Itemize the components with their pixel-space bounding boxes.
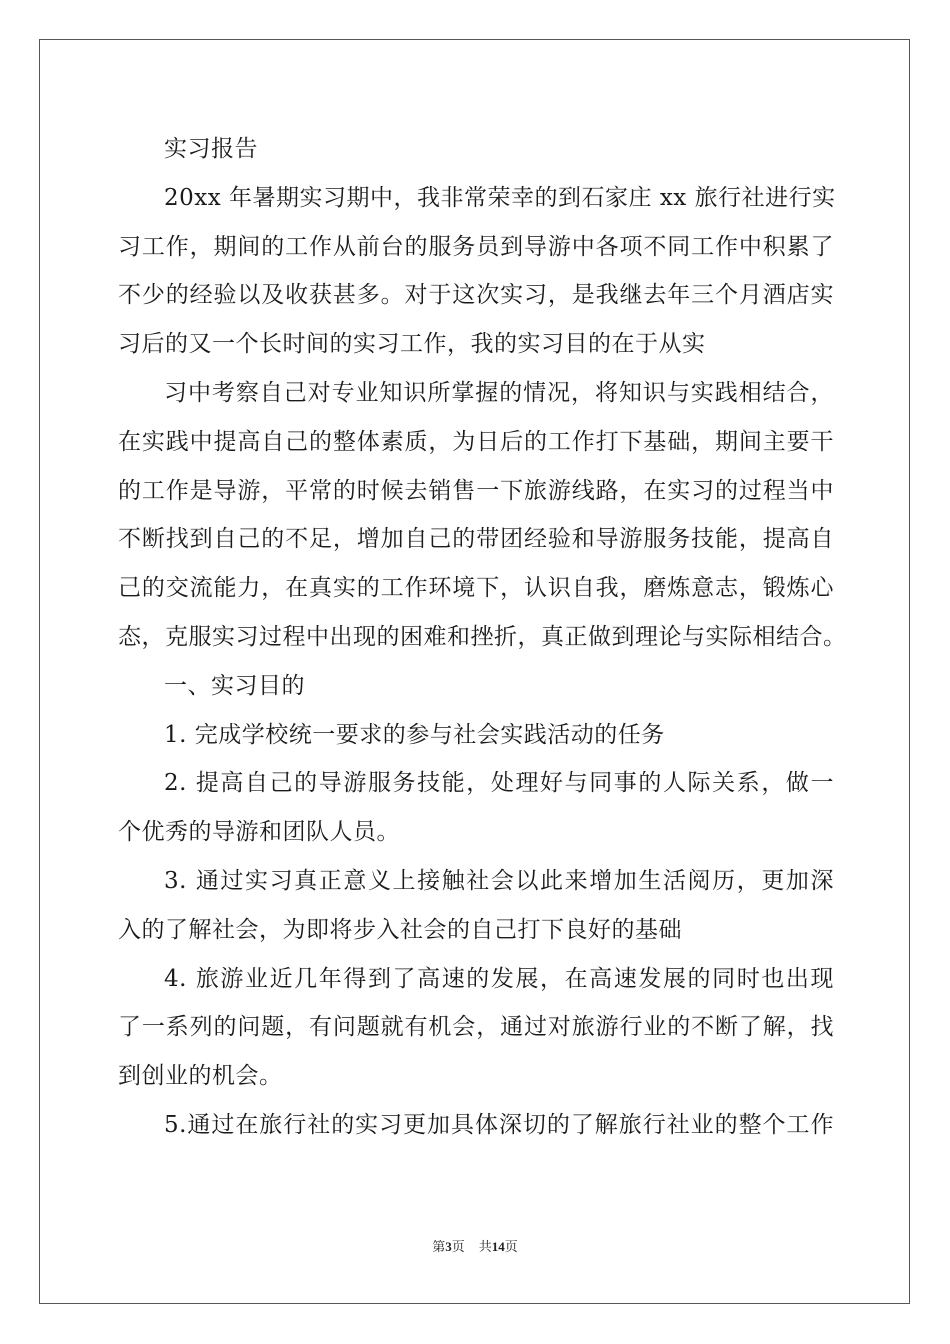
list-item: 5.通过在旅行社的实习更加具体深切的了解旅行社业的整个工作 — [164, 1111, 834, 1138]
list-item-continuation: 个优秀的导游和团队人员。 — [118, 819, 400, 846]
document-title: 实习报告 — [164, 136, 258, 162]
paragraph-line: 不少的经验以及收获甚多。对于这次实习，是我继去年三个月酒店实 — [118, 282, 834, 309]
paragraph-line: 的工作是导游，平常的时候去销售一下旅游线路，在实习的过程当中 — [118, 477, 834, 504]
document-body — [118, 125, 847, 1150]
list-item: 1. 完成学校统一要求的参与社会实践活动的任务 — [164, 721, 665, 748]
list-item-continuation: 了一系列的问题，有问题就有机会，通过对旅游行业的不断了解，找 — [118, 1014, 834, 1041]
paragraph-line: 习后的又一个长时间的实习工作，我的实习目的在于从实 — [118, 331, 706, 358]
list-item: 3. 通过实习真正意义上接触社会以此来增加生活阅历，更加深 — [164, 867, 834, 894]
paragraph-line: 20xx 年暑期实习期中，我非常荣幸的到石家庄 xx 旅行社进行实 — [164, 184, 836, 211]
total-pages: 14 — [491, 1239, 505, 1254]
total-prefix: 共 — [478, 1239, 492, 1254]
page-suffix: 页 — [451, 1239, 465, 1254]
paragraph-line: 习工作，期间的工作从前台的服务员到导游中各项不同工作中积累了 — [118, 233, 834, 260]
list-item: 4. 旅游业近几年得到了高速的发展，在高速发展的同时也出现 — [164, 965, 834, 992]
paragraph-line: 不断找到自己的不足，增加自己的带团经验和导游服务技能，提高自 — [118, 526, 834, 553]
paragraph-line: 习中考察自己对专业知识所掌握的情况，将知识与实践相结合， — [164, 379, 834, 406]
paragraph-line: 在实践中提高自己的整体素质，为日后的工作打下基础，期间主要干 — [118, 428, 834, 455]
page-prefix: 第 — [432, 1239, 446, 1254]
paragraph-line: 己的交流能力，在真实的工作环境下，认识自我，磨炼意志，锻炼心 — [118, 575, 834, 602]
total-suffix: 页 — [504, 1239, 518, 1254]
page-footer — [0, 1236, 950, 1255]
list-item: 2. 提高自己的导游服务技能，处理好与同事的人际关系，做一 — [164, 770, 834, 797]
page-number: 3 — [445, 1239, 452, 1254]
list-item-continuation: 入的了解社会，为即将步入社会的自己打下良好的基础 — [118, 916, 682, 943]
paragraph-line: 态，克服实习过程中出现的困难和挫折，真正做到理论与实际相结合。 — [118, 623, 847, 650]
list-item-continuation: 到创业的机会。 — [118, 1063, 283, 1090]
section-heading: 一、实习目的 — [164, 672, 305, 699]
